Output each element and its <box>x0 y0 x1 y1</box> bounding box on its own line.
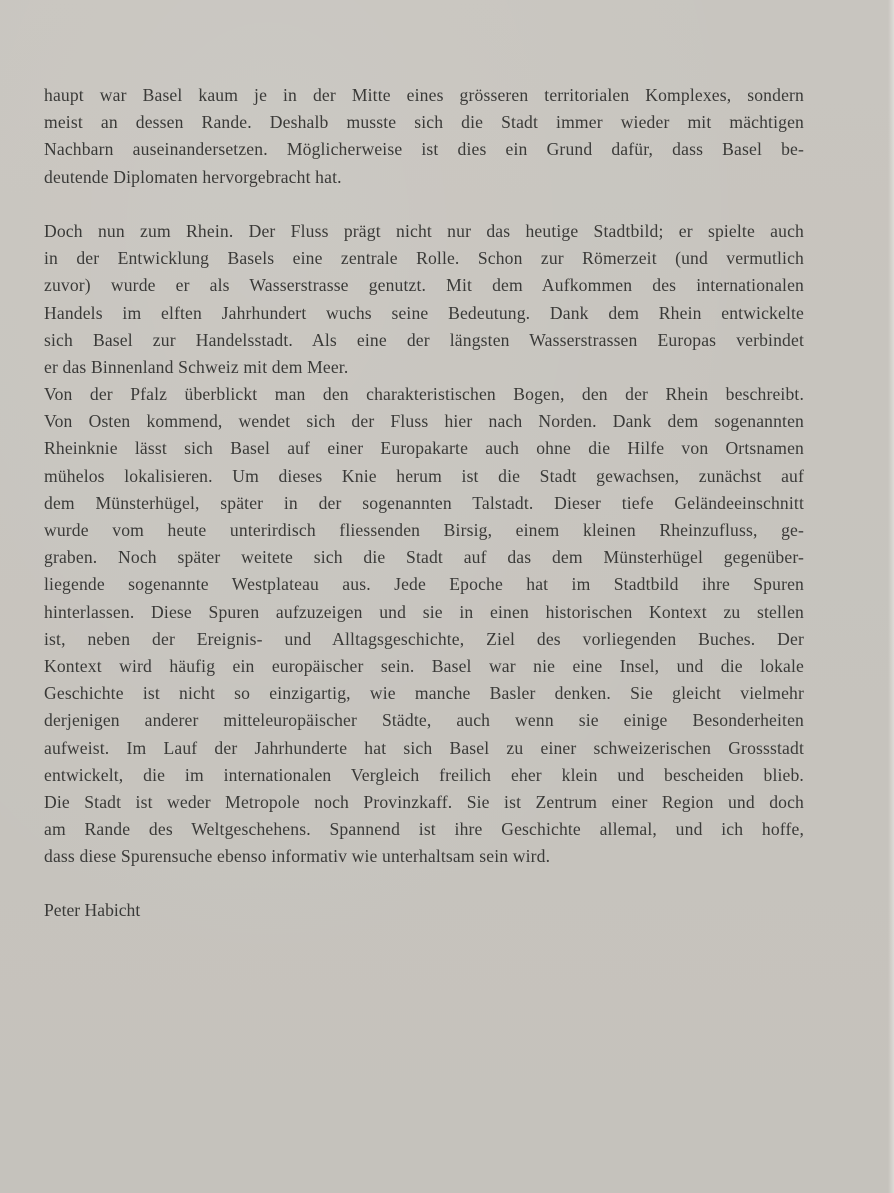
paragraph-gap <box>44 191 804 218</box>
text-line: sich Basel zur Handelsstadt. Als eine der längsten Wasserstrassen Europas verbindet <box>44 329 804 350</box>
text-line: aufweist. Im Lauf der Jahrhunderte hat sich Basel zu einer schweizerischen Grossstadt <box>44 737 804 758</box>
text-line: Doch nun zum Rhein. Der Fluss prägt nicht nur das heutige Stadtbild; er spielte auch <box>44 220 804 241</box>
text-line: Nachbarn auseinandersetzen. Möglicherweise ist dies ein Grund dafür, dass Basel be- <box>44 139 804 160</box>
text-line: ist, neben der Ereignis- und Alltagsgeschichte, Ziel des vorliegenden Buches. Der <box>44 628 804 649</box>
author-signature: Peter Habicht <box>44 900 141 920</box>
text-line: derjenigen anderer mitteleuropäischer Städte, auch wenn sie einige Besonderheiten <box>44 710 804 731</box>
text-line: er das Binnenland Schweiz mit dem Meer. <box>44 356 349 377</box>
text-line: liegende sogenannte Westplateau aus. Jede Epoche hat im Stadtbild ihre Spuren <box>44 574 804 595</box>
text-line: Rheinknie lässt sich Basel auf einer Europakarte auch ohne die Hilfe von Ortsnamen <box>44 438 804 459</box>
text-line: Kontext wird häufig ein europäischer sein. Basel war nie eine Insel, und die lokale <box>44 655 804 676</box>
text-line: in der Entwicklung Basels eine zentrale Rolle. Schon zur Römerzeit (und vermutlich <box>44 248 804 269</box>
text-line: dem Münsterhügel, später in der sogenannten Talstadt. Dieser tiefe Geländeeinschnitt <box>44 492 804 513</box>
text-line: wurde vom heute unterirdisch fliessenden Birsig, einem kleinen Rheinzufluss, ge- <box>44 520 804 540</box>
text-line: Die Stadt ist weder Metropole noch Provinzkaff. Sie ist Zentrum einer Region und doch <box>44 791 804 812</box>
text-line: graben. Noch später weitete sich die Stadt auf das dem Münsterhügel gegenüber- <box>44 547 804 568</box>
text-line: haupt war Basel kaum je in der Mitte eines grösseren territorialen Komplexes, sondern <box>44 85 804 105</box>
text-line: deutende Diplomaten hervorgebracht hat. <box>44 166 342 187</box>
text-line: am Rande des Weltgeschehens. Spannend ist ihre Geschichte allemal, und ich hoffe, <box>44 819 804 840</box>
text-line: zuvor) wurde er als Wasserstrasse genutzt. Mit dem Aufkommen des internationalen <box>44 275 804 296</box>
text-line: meist an dessen Rande. Deshalb musste sich die Stadt immer wieder mit mächtigen <box>44 112 804 133</box>
text-line: dass diese Spurensuche ebenso informativ wie unterhaltsam sein wird. <box>44 846 551 867</box>
text-line: Von Osten kommend, wendet sich der Fluss hier nach Norden. Dank dem sogenannten <box>44 411 804 432</box>
page-edge <box>888 0 894 1193</box>
text-line: hinterlassen. Diese Spuren aufzuzeigen und sie in einen historischen Kontext zu stellen <box>44 601 804 622</box>
text-line: Handels im elften Jahrhundert wuchs seine Bedeutung. Dank dem Rhein entwickelte <box>44 302 804 323</box>
body-text <box>44 82 804 870</box>
text-line: entwickelt, die im internationalen Vergleich freilich eher klein und bescheiden blieb. <box>44 764 804 785</box>
text-line: Von der Pfalz überblickt man den charakteristischen Bogen, den der Rhein beschreibt. <box>44 384 804 405</box>
text-line: Geschichte ist nicht so einzigartig, wie manche Basler denken. Sie gleicht vielmehr <box>44 683 804 704</box>
text-line: mühelos lokalisieren. Um dieses Knie herum ist die Stadt gewachsen, zunächst auf <box>44 465 804 486</box>
